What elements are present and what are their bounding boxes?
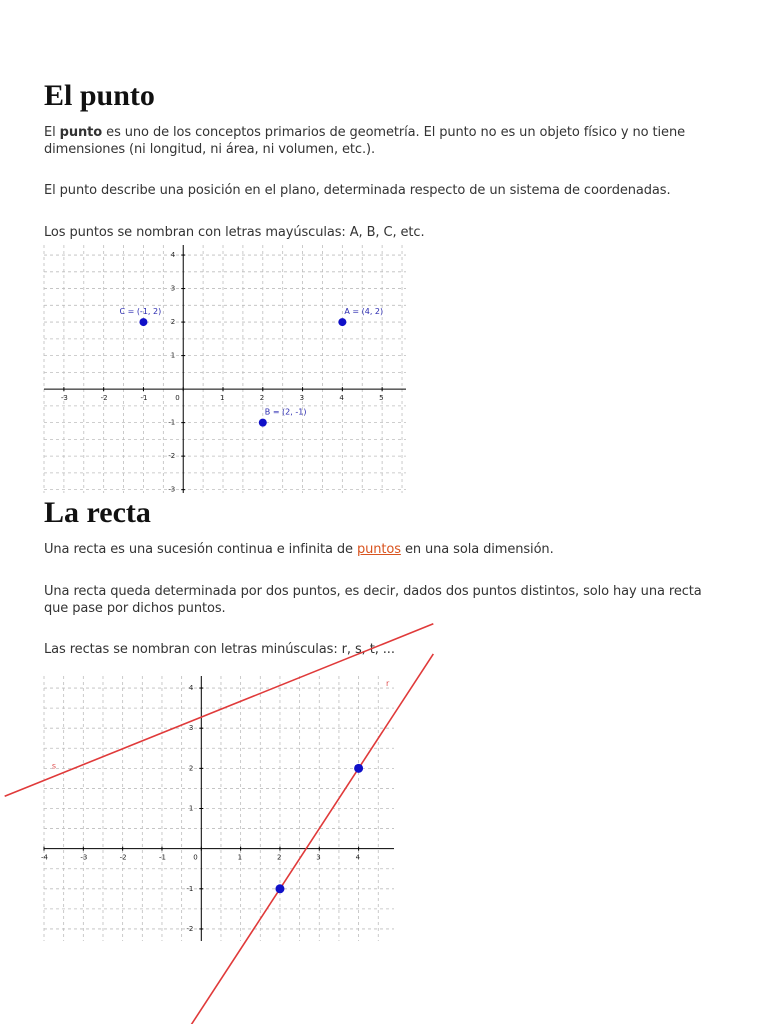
point-label-A: A = (4, 2) (344, 307, 384, 317)
x-tick-label: 4 (339, 394, 344, 403)
y-tick-label: -1 (168, 418, 176, 427)
paragraph-punto-definition (44, 124, 714, 158)
text-fragment: El (44, 125, 60, 140)
paragraph-recta-naming: Las rectas se nombran con letras minúsculas: r, s, t, ... (44, 642, 395, 657)
x-tick-label: 3 (299, 394, 305, 403)
x-tick-label: 4 (355, 853, 361, 862)
text-fragment: Una recta es una sucesión continua e infinita de (44, 542, 357, 557)
section-title-punto: El punto (44, 79, 155, 112)
y-tick-label: 3 (170, 284, 176, 293)
section-title-recta: La recta (44, 496, 151, 529)
text-fragment: en una sola dimensión. (400, 542, 554, 557)
x-tick-label: 0 (175, 394, 180, 403)
x-tick-label: 3 (316, 853, 321, 862)
x-tick-label: -2 (100, 394, 108, 403)
y-tick-label: -2 (168, 452, 176, 461)
x-tick-label: -3 (60, 394, 68, 403)
x-tick-label: -3 (80, 853, 88, 862)
lines-coordinate-graph (41, 676, 394, 941)
y-tick-label: 3 (188, 724, 194, 733)
x-tick-label: -4 (41, 853, 48, 862)
x-tick-label: -1 (140, 394, 148, 403)
x-tick-label: 0 (193, 853, 198, 862)
paragraph-punto-position: El punto describe una posición en el plano, determinada respecto de un sistema de coordenadas. (44, 183, 671, 198)
line-point (354, 764, 363, 773)
points-chart-svg (44, 245, 406, 493)
y-tick-label: 4 (188, 684, 194, 693)
paragraph-punto-naming: Los puntos se nombran con letras mayúsculas: A, B, C, etc. (44, 225, 425, 240)
y-tick-label: -1 (186, 884, 194, 893)
point-A (338, 318, 346, 326)
paragraph-recta-determination: Una recta queda determinada por dos puntos, es decir, dados dos puntos distintos, solo hay una recta que pase por dichos puntos. (44, 584, 702, 616)
point-label-B: B = (2, -1) (264, 407, 307, 417)
y-tick-label: 2 (170, 318, 176, 327)
term-punto: punto (59, 125, 103, 140)
puntos-link[interactable]: puntos (356, 542, 401, 557)
y-tick-label: -3 (168, 485, 176, 494)
y-tick-label: 4 (170, 251, 176, 260)
y-tick-label: 1 (188, 804, 194, 813)
text-fragment: es uno de los conceptos primarios de geometría. El punto no es un objeto físico y no tiene dimensiones (ni longitud, ni área, ni volumen, etc.). (44, 125, 685, 157)
points-coordinate-graph (44, 245, 406, 493)
y-tick-label: -2 (186, 924, 194, 933)
point-B (259, 419, 267, 427)
x-tick-label: 2 (276, 853, 282, 862)
paragraph-recta-definition (44, 541, 714, 558)
x-tick-label: 1 (220, 394, 225, 403)
line-label-r: r (386, 679, 390, 689)
x-tick-label: -1 (158, 853, 166, 862)
x-tick-label: 5 (379, 394, 384, 403)
point-label-C: C = (-1, 2) (119, 307, 162, 317)
y-tick-label: 2 (188, 764, 194, 773)
x-tick-label: 1 (237, 853, 243, 862)
line-label-s: s (51, 761, 57, 771)
y-tick-label: 1 (170, 351, 176, 360)
point-C (139, 318, 147, 326)
line-point (275, 884, 284, 893)
lines-chart-svg (41, 676, 394, 941)
x-tick-label: -2 (119, 853, 127, 862)
x-tick-label: 2 (259, 394, 265, 403)
